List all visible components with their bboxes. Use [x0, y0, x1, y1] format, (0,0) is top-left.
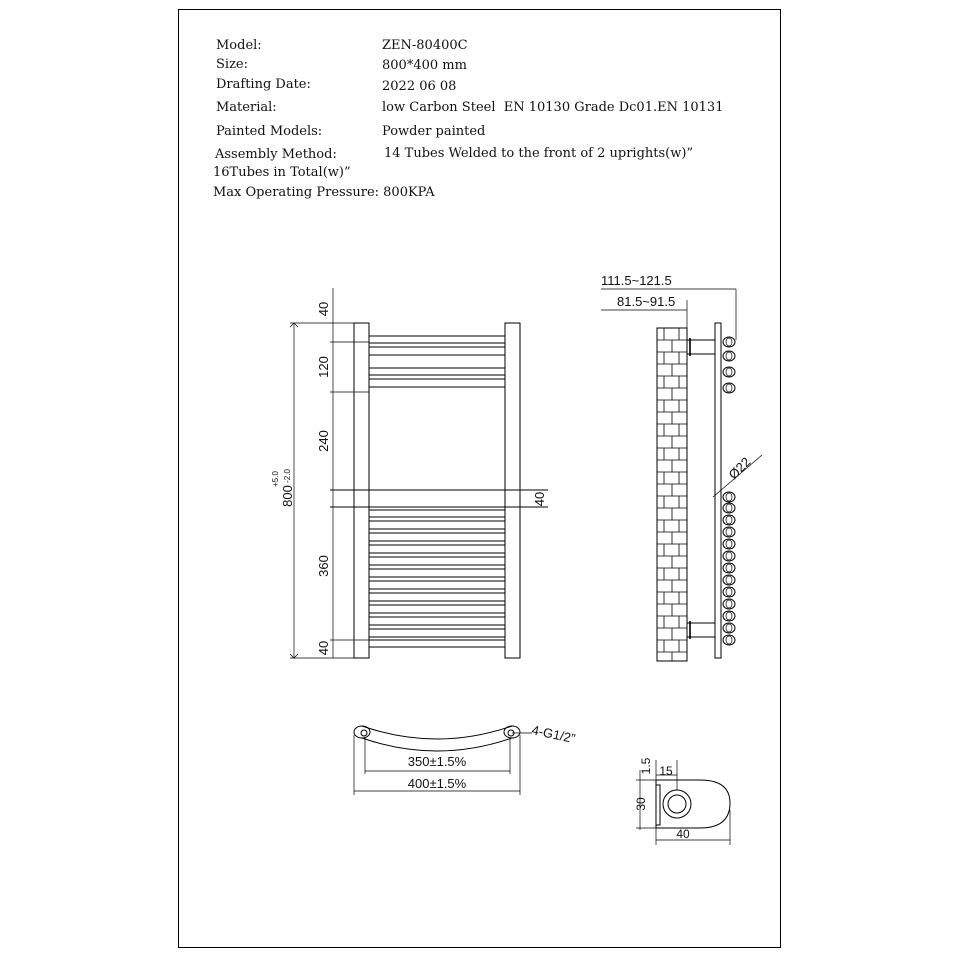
side-tube: [723, 539, 735, 549]
bottom-view: [354, 722, 577, 795]
dim-height-800: 800: [280, 485, 295, 507]
dim-top-40: 40: [316, 301, 331, 317]
drafting-date-label: Drafting Date:: [216, 77, 311, 92]
wall-bricks: [657, 328, 687, 661]
side-tube: [723, 527, 735, 537]
top-bracket: [687, 340, 715, 354]
side-tube: [723, 383, 735, 393]
dim-40: 40: [676, 827, 690, 841]
side-tube: [723, 563, 735, 573]
side-tube: [723, 587, 735, 597]
tolerance-lower: -2.0: [283, 469, 292, 483]
dim-bottom-40: 40: [316, 640, 331, 656]
dim-360: 360: [316, 555, 331, 577]
front-tube: [369, 379, 505, 387]
front-tube: [369, 347, 505, 355]
side-tube-inner: [726, 504, 732, 512]
side-tube-inner: [726, 368, 732, 376]
side-tube-inner: [726, 564, 732, 572]
front-tube: [369, 640, 505, 647]
assembly-continued: 16Tubes in Total(w)”: [213, 165, 351, 180]
front-tube: [369, 533, 505, 541]
side-tube-inner: [726, 516, 732, 524]
dim-centres: 350±1.5%: [407, 754, 467, 769]
model-value: ZEN-80400C: [382, 38, 468, 53]
tolerance-upper: +5.0: [271, 471, 280, 487]
side-tube-inner: [726, 540, 732, 548]
side-tube: [723, 599, 735, 609]
section-view: [634, 757, 730, 845]
side-tube-inner: [726, 528, 732, 536]
front-tube: [369, 557, 505, 565]
front-tube: [369, 581, 505, 589]
dim-15: 15: [659, 764, 673, 778]
assembly-value: 14 Tubes Welded to the front of 2 uprights(w)”: [384, 146, 694, 161]
side-tube: [723, 575, 735, 585]
front-tube: [369, 521, 505, 529]
side-tube-inner: [726, 600, 732, 608]
front-tube: [369, 336, 505, 343]
dim-overall-width: 400±1.5%: [407, 776, 467, 791]
side-tube-inner: [726, 636, 732, 644]
side-tube-inner: [726, 576, 732, 584]
side-tube: [723, 623, 735, 633]
dim-30: 30: [634, 797, 648, 811]
dim-120: 120: [316, 356, 331, 378]
side-tube-inner: [726, 612, 732, 620]
painted-label: Painted Models:: [216, 124, 323, 139]
front-tube: [369, 593, 505, 601]
dim-depth-inner: 81.5~91.5: [617, 294, 676, 309]
material-label: Material:: [216, 100, 277, 115]
side-tube-inner: [726, 588, 732, 596]
assembly-label: Assembly Method:: [215, 147, 337, 162]
side-tube: [723, 351, 735, 361]
drafting-date-value: 2022 06 08: [382, 79, 457, 94]
side-tube-inner: [726, 552, 732, 560]
front-tube: [369, 510, 505, 517]
side-tube-inner: [726, 352, 732, 360]
side-tube-inner: [726, 338, 732, 346]
connection-label: 4-G1/2”: [530, 722, 577, 747]
side-tube: [723, 503, 735, 513]
side-tube: [723, 551, 735, 561]
side-tube: [723, 515, 735, 525]
material-value: low Carbon Steel EN 10130 Grade Dc01.EN 10131: [382, 100, 724, 115]
painted-value: Powder painted: [382, 124, 486, 139]
front-tube: [369, 490, 505, 507]
side-tube: [723, 611, 735, 621]
side-tube: [723, 337, 735, 347]
model-label: Model:: [216, 38, 262, 53]
front-tubes: [369, 336, 505, 647]
side-tubes: [723, 337, 735, 645]
side-tube: [723, 492, 735, 502]
side-tube: [723, 635, 735, 645]
side-tube-inner: [726, 624, 732, 632]
max-pressure: Max Operating Pressure: 800KPA: [213, 185, 435, 200]
dim-depth-outer: 111.5~121.5: [601, 273, 672, 288]
front-view: [271, 288, 548, 658]
dim-240: 240: [316, 430, 331, 452]
dim-1-5: 1.5: [639, 757, 653, 775]
side-tube-inner: [726, 493, 732, 501]
front-tube: [369, 545, 505, 553]
dim-tube-diameter: Ø22: [725, 454, 754, 483]
side-tube: [723, 367, 735, 377]
bottom-bracket: [687, 623, 715, 637]
dim-gap-40: 40: [532, 491, 547, 507]
front-tube: [369, 617, 505, 625]
size-label: Size:: [216, 57, 248, 72]
side-tube-inner: [726, 384, 732, 392]
front-tube: [369, 368, 505, 375]
upright-profile: [656, 780, 730, 828]
front-tube: [369, 569, 505, 577]
side-view: [601, 273, 762, 661]
front-tube: [369, 629, 505, 637]
front-tube: [369, 605, 505, 613]
size-value: 800*400 mm: [382, 58, 467, 73]
